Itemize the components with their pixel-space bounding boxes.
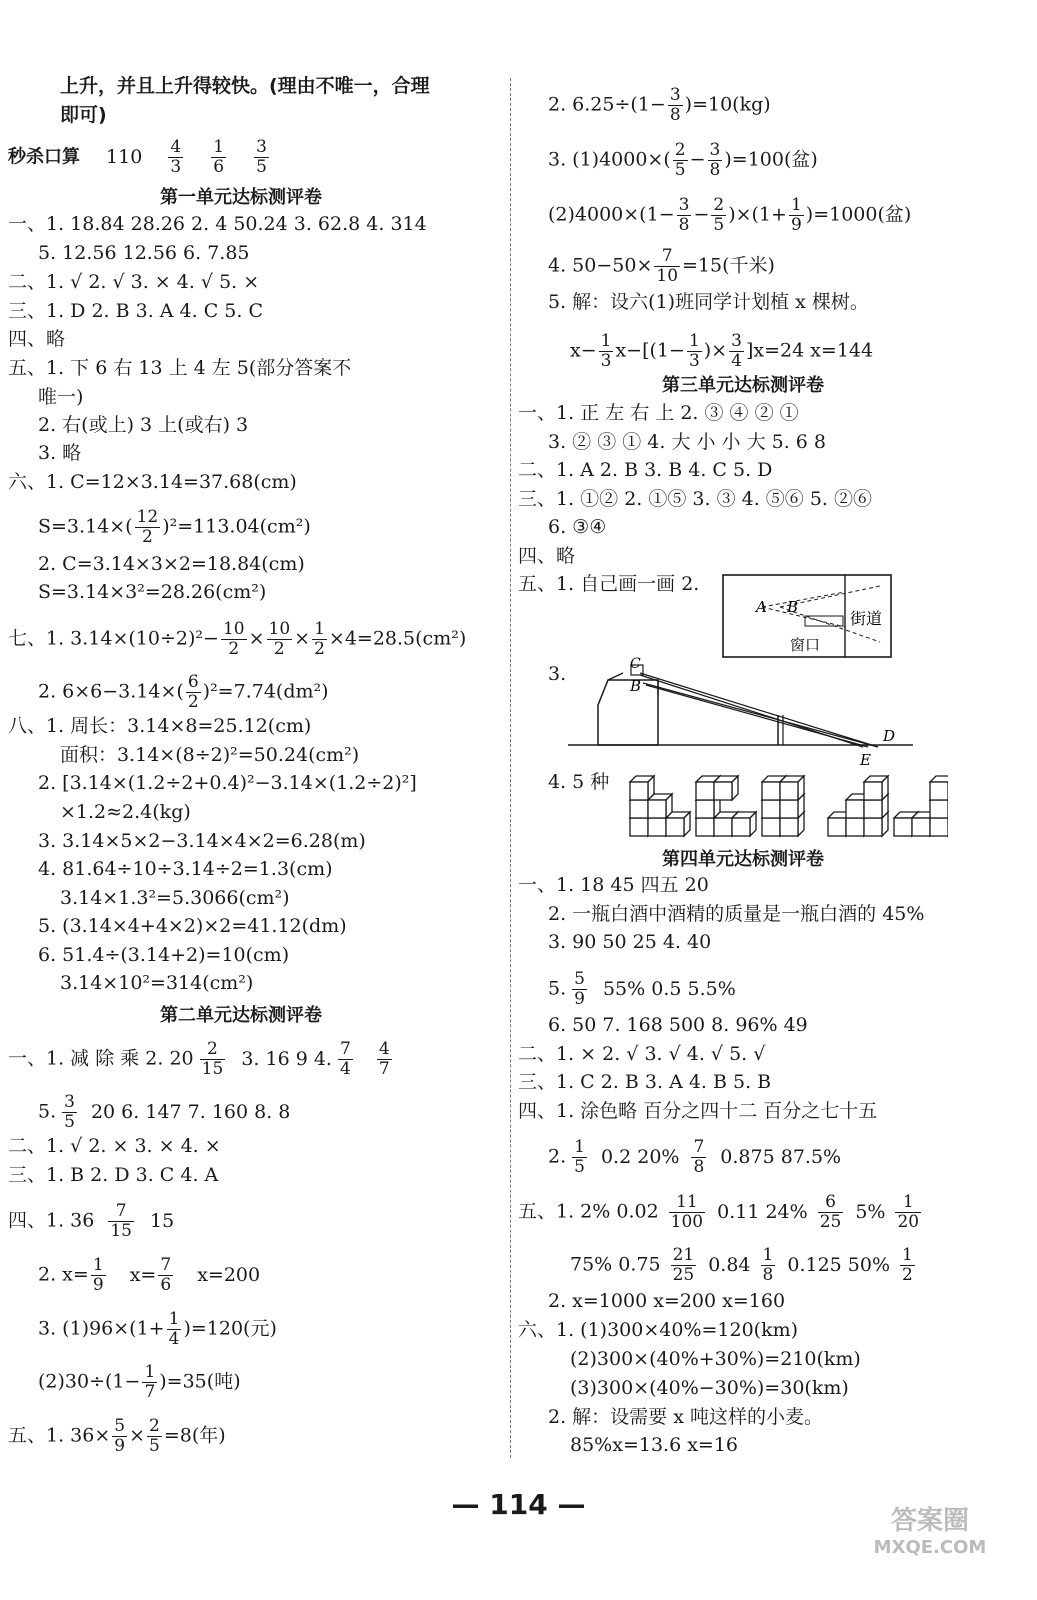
- text: 3. 90 50 25 4. 40: [548, 931, 712, 953]
- cube-face: [828, 818, 846, 836]
- text: ×1.2≈2.4(kg): [60, 801, 191, 823]
- text: 3.: [548, 663, 567, 685]
- text: 四、略: [518, 545, 576, 567]
- text: S=3.14×3²=28.26(cm²): [38, 581, 267, 603]
- cube-face: [762, 800, 780, 818]
- oral-calc-label: 秒杀口算: [8, 146, 80, 168]
- text: 6. ③④: [548, 516, 607, 538]
- column-divider: [510, 78, 511, 1458]
- cube-face: [780, 782, 798, 800]
- text: 2. [3.14×(1.2÷2+0.4)²−3.14×(1.2÷2)²]: [38, 772, 417, 794]
- text: 二、1. √ 2. √ 3. × 4. √ 5. ×: [8, 271, 260, 293]
- label-b: B: [787, 598, 799, 616]
- cube-face: [780, 800, 798, 818]
- sight-line: [646, 685, 868, 747]
- text: 一、1. 正 左 右 上 2. ③ ④ ② ①: [518, 402, 799, 424]
- formula: 四、1. 36 $\frac{7}{15}$ 15: [8, 1201, 175, 1241]
- text: (2)300×(40%+30%)=210(km): [570, 1348, 861, 1370]
- formula: 3. (1)4000×( $\frac{2}{5}$ − $\frac{3}{8}$ )=100(盆): [548, 140, 818, 180]
- text: 四、1. 涂色略 百分之四十二 百分之七十五: [518, 1100, 878, 1122]
- cube-face: [714, 782, 732, 800]
- fraction: $\frac{4}{3}$: [170, 137, 182, 177]
- cube-face: [846, 800, 864, 818]
- text: 六、1. C=12×3.14=37.68(cm): [8, 471, 297, 493]
- text: 六、1. (1)300×40%=120(km): [518, 1319, 799, 1341]
- formula: (2)30÷(1− $\frac{1}{7}$ )=35(吨): [38, 1362, 241, 1402]
- cube-face: [696, 782, 714, 800]
- text: 2. x=1000 x=200 x=160: [548, 1290, 786, 1312]
- text: 2. 一瓶白酒中酒精的质量是一瓶白酒的 45%: [548, 903, 925, 925]
- cube-face: [732, 818, 750, 836]
- text: 4. 5 种: [548, 771, 610, 793]
- window-street-figure: [720, 572, 895, 660]
- text: 2. C=3.14×3×2=18.84(cm): [38, 553, 305, 575]
- cube-face: [696, 818, 714, 836]
- cube-face: [630, 818, 648, 836]
- label-d: D: [883, 727, 896, 745]
- cube-group: [630, 776, 948, 836]
- text: (3)300×(40%−30%)=30(km): [570, 1377, 849, 1399]
- cube-face: [864, 818, 882, 836]
- formula: 2. x= $\frac{1}{9}$ x= $\frac{7}{6}$ x=200: [38, 1255, 261, 1295]
- cube-face: [930, 800, 948, 818]
- text: 二、1. A 2. B 3. B 4. C 5. D: [518, 459, 773, 481]
- label-street: 街道: [850, 609, 883, 628]
- formula: 5. $\frac{5}{9}$ 55% 0.5 5.5%: [548, 969, 736, 1009]
- text: 3.14×1.3²=5.3066(cm²): [60, 887, 290, 909]
- text: 三、1. B 2. D 3. C 4. A: [8, 1164, 219, 1186]
- text: 四、略: [8, 328, 66, 350]
- text: 3. ② ③ ① 4. 大 小 小 大 5. 6 8: [548, 431, 826, 453]
- text: 110: [106, 145, 143, 168]
- text: 面积：3.14×(8÷2)²=50.24(cm²): [60, 744, 360, 766]
- text: 3. 略: [38, 442, 82, 464]
- text: 二、1. × 2. √ 3. √ 4. √ 5. √: [518, 1043, 766, 1065]
- cube-face: [864, 782, 882, 800]
- formula: 75% 0.75 $\frac{21}{25}$ 0.84 $\frac{1}{8}$ 0.125 50% $\frac{1}{2}$: [570, 1245, 913, 1285]
- formula: 一、1. 减 除 乘 2. 20 $\frac{2}{15}$ 3. 16 9 4. $\frac{7}{4}$ $\frac{4}{7}$: [8, 1039, 390, 1079]
- cube-face: [864, 800, 882, 818]
- house: [598, 680, 658, 745]
- text: 八、1. 周长：3.14×8=25.12(cm): [8, 715, 312, 737]
- text: 5. 解：设六(1)班同学计划植 x 棵树。: [548, 291, 869, 313]
- formula: 七、1. 3.14×(10÷2)²− $\frac{10}{2}$ × $\frac{10}{2}$ × $\frac{1}{2}$ ×4=28.5(cm²): [8, 619, 467, 659]
- text: 五、1. 下 6 右 13 上 4 左 5(部分答案不: [8, 357, 352, 379]
- fraction: $\frac{1}{6}$: [213, 137, 225, 177]
- text: 85%x=13.6 x=16: [570, 1434, 739, 1456]
- formula: (2)4000×(1− $\frac{3}{8}$ − $\frac{2}{5}$ )×(1+ $\frac{1}{9}$ )=1000(盆): [548, 195, 912, 235]
- text: 三、1. D 2. B 3. A 4. C 5. C: [8, 300, 263, 322]
- cube-face: [930, 782, 948, 800]
- formula: 五、1. 36× $\frac{5}{9}$ × $\frac{2}{5}$ =8(年): [8, 1416, 226, 1456]
- cube-face: [648, 818, 666, 836]
- formula: 4. 50−50× $\frac{7}{10}$ =15(千米): [548, 246, 775, 286]
- formula: 2. $\frac{1}{5}$ 0.2 20% $\frac{7}{8}$ 0.875 87.5%: [548, 1137, 842, 1177]
- cube-face: [630, 782, 648, 800]
- fraction: $\frac{3}{5}$: [256, 137, 267, 177]
- text: 3. 3.14×5×2−3.14×4×2=6.28(m): [38, 830, 366, 852]
- text: 3.14×10²=314(cm²): [60, 972, 254, 994]
- text: 4. 81.64÷10÷3.14÷2=1.3(cm): [38, 858, 333, 880]
- section-title: 第四单元达标测评卷: [662, 849, 824, 870]
- formula: 3. (1)96×(1+ $\frac{1}{4}$ )=120(元): [38, 1309, 277, 1349]
- text: 2. 解：设需要 x 吨这样的小麦。: [548, 1406, 823, 1428]
- label-b: B: [630, 677, 642, 695]
- text: 五、1. 自己画一画 2.: [518, 573, 700, 595]
- sight-line: [640, 673, 878, 747]
- sight-line: [762, 607, 845, 627]
- text: 5. (3.14×4+4×2)×2=41.12(dm): [38, 915, 347, 937]
- formula: 2. 6.25÷(1− $\frac{3}{8}$ )=10(kg): [548, 85, 771, 125]
- cube-face: [666, 818, 684, 836]
- formula: S=3.14×( $\frac{12}{2}$ )²=113.04(cm²): [38, 507, 311, 547]
- cube-face: [894, 818, 912, 836]
- formula: 5. $\frac{3}{5}$ 20 6. 147 7. 160 8. 8: [38, 1092, 291, 1132]
- formula: 2. 6×6−3.14×( $\frac{6}{2}$ )²=7.74(dm²): [38, 672, 329, 712]
- cube-face: [762, 782, 780, 800]
- text: 5. 12.56 12.56 6. 7.85: [38, 242, 250, 264]
- watermark: 答案圈 MXQE.COM: [873, 1506, 987, 1558]
- text: 6. 50 7. 168 500 8. 96% 49: [548, 1014, 808, 1036]
- cube-face: [846, 818, 864, 836]
- cube-face: [762, 818, 780, 836]
- cube-face: [912, 818, 930, 836]
- window-frame: [805, 616, 843, 626]
- label-window: 窗口: [790, 636, 821, 654]
- oral-calc-row: [8, 138, 271, 177]
- cube-face: [930, 776, 948, 782]
- label-e: E: [860, 751, 871, 769]
- text: 6. 51.4÷(3.14+2)=10(cm): [38, 944, 290, 966]
- section-title: 第三单元达标测评卷: [662, 375, 824, 396]
- roof-line: [608, 673, 623, 680]
- cube-face: [630, 800, 648, 818]
- cube-face: [648, 800, 666, 818]
- label-c: C: [630, 656, 641, 672]
- text: 一、1. 18.84 28.26 2. 4 50.24 3. 62.8 4. 314: [8, 213, 427, 235]
- sight-line: [643, 683, 878, 747]
- text: 二、1. √ 2. × 3. × 4. ×: [8, 1135, 221, 1157]
- formula: x− $\frac{1}{3}$ x−[(1− $\frac{1}{3}$ )× $\frac{3}{4}$ ]x=24 x=144: [570, 331, 874, 371]
- text: 一、1. 18 45 四五 20: [518, 874, 709, 896]
- text: 即可): [60, 104, 107, 126]
- cube-stacks-figure: [628, 770, 948, 842]
- section-title: 第一单元达标测评卷: [160, 187, 322, 208]
- house-sightline-figure: [568, 655, 913, 770]
- section-title: 第二单元达标测评卷: [160, 1005, 322, 1026]
- text: 2. 右(或上) 3 上(或右) 3: [38, 414, 249, 436]
- text: 三、1. ①② 2. ①⑤ 3. ③ 4. ⑤⑥ 5. ②⑥: [518, 488, 872, 510]
- page-number: — 114 —: [451, 1488, 586, 1521]
- text: 上升，并且上升得较快。(理由不唯一，合理: [60, 75, 430, 97]
- label-a: A: [756, 598, 767, 616]
- cube-face: [696, 800, 714, 818]
- text: 唯一): [38, 386, 84, 408]
- text: 三、1. C 2. B 3. A 4. B 5. B: [518, 1071, 772, 1093]
- cube-face: [930, 818, 948, 836]
- cube-face: [714, 818, 732, 836]
- cube-face: [780, 818, 798, 836]
- sight-line: [762, 592, 845, 607]
- formula: 五、1. 2% 0.02 $\frac{11}{100}$ 0.11 24% $\frac{6}{25}$ 5% $\frac{1}{20}$: [518, 1192, 920, 1232]
